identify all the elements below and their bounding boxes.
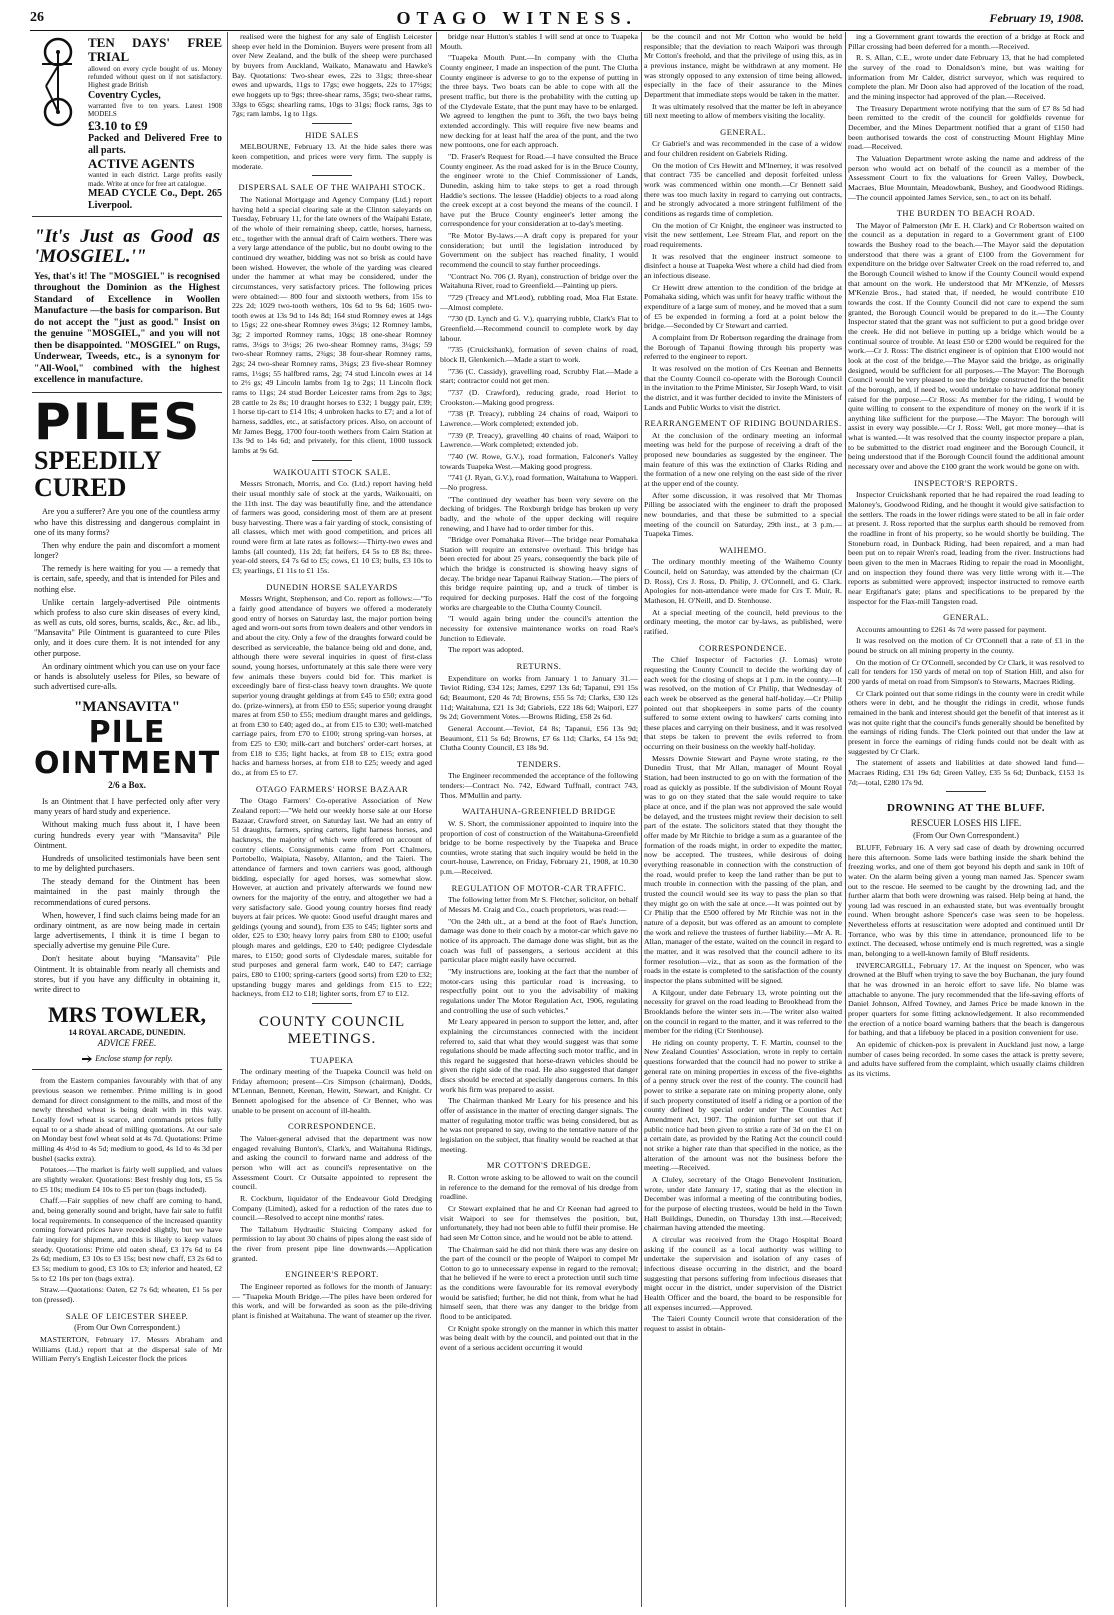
- article-paragraph: Inspector Cruickshank reported that he had repaired the road leading to Maloney's, Goodwood Riding, and he thought it would give satisfaction to the settlers. The roads in the lower ridings were stated to be all in fair order at present. J. Ross reported that the surplus earth should be removed from the roadline in front of his property, so he would shortly be building. The Stoneburn road, in Dunback Riding, had been repaired, and a man had been put on to repair Wren's road, leading from the river. Instructions had been given to the men in Macraes Riding to repair the road in Moonlight, and on inspection they found there was very little wrong with it.—The reports as submitted were approved; inspector instructed to remove earth near Ergiftanat's gate; plans and specifications to be prepared by the inspector for the Flax-mill Tangsten road.: [848, 490, 1084, 606]
- article-paragraph: Don't hesitate about buying "Mansavita" Pile Ointment. It is obtainable from nearly all chemists and stores, but if you have any difficulty in obtaining it, write direct to: [34, 954, 220, 994]
- ad-body: Yes, that's it! The "MOSGIEL" is recognised throughout the Dominion as the Highest Standard of Excellence in Woollen Manufacture —the basis for comparison. But do not accept the "just as good." Insist on the genuine "MOSGIEL," and you will not then be disappointed. "MOSGIEL" on Rugs, Underwear, Tweeds, etc., is a synonym for "All-Wool," combined with the highest excellence in manufacture.: [34, 270, 220, 386]
- ad-advice: ADVICE FREE.: [97, 1038, 157, 1049]
- article-paragraph: "Contract No. 706 (J. Ryan), construction of bridge over the Waitahuna River, road to Greenfield.—Painting up piers.: [440, 271, 638, 291]
- article-paragraph: The Taieri County Council wrote that consideration of the request to assist in obtain-: [644, 1314, 842, 1333]
- article-paragraph: The statement of assets and liabilities at date showed land fund—Macraes Riding, £31 19s 6d; Green Valley, £35 5s 6d; Dunback, £153 1s 7d;—total, £280 17s 9d.: [848, 758, 1084, 787]
- article-subheading: TENDERS.: [516, 758, 562, 769]
- ad-text: Packed and Delivered Free to all parts.: [88, 132, 222, 156]
- ad-brand: "MANSAVITA": [73, 699, 181, 716]
- masthead: [30, 6, 1084, 31]
- article-body: [848, 32, 1084, 202]
- ad-stamp-note: [34, 1053, 220, 1065]
- article-paragraph: "My instructions are, looking at the fact that the number of motor-cars using this particular road is increasing, to respectfully point out to you the advisability of making regulations under The Motor Regulation Act, 1906, regulating and controlling the use of such vehicles.": [440, 966, 638, 1015]
- article-subheading: RETURNS.: [516, 661, 562, 672]
- article-heading: TUAPEKA: [310, 1054, 354, 1065]
- ad-name: MRS TOWLER,: [47, 1002, 207, 1028]
- article-paragraph: An ordinary ointment which you can use on your face or hands is absolutely useless for Piles, so beware of such advertised cure-alls.: [34, 661, 220, 692]
- article-paragraph: The Valuation Department wrote asking the name and address of the person who would act on behalf of the council as a member of the Assessment Court to fix the valuations for Green Valley, Dowbeck, Macraes, Blue Mountain, Meadowbank, Bushey, and Goodwood Ridings.—The council appointed James Service, sen., to act on its behalf.: [848, 153, 1084, 202]
- article-paragraph: The Mayor of Palmerston (Mr E. H. Clark) and Cr Robertson waited on the council as a deputation in regard to a Government grant of £100 towards the Bushey road to the beach.—The Mayor said the deputation understood that there was a grant of £100 from the Government for expenditure on the bridge over Saltwater Creek on the road referred to, and the Borough Council wished to know if the County Council would expend that amount on the work. He understood that Mr M'Kenzie, of Messrs M'Kenzie Bros., had stated that, if needed, he would contribute £10 towards the cost. If the County Council did not care to expend the sum granted, the Borough Council would be prepared to do it.—The County Inspector stated that the grant was not sufficient to put a good bridge over the creek. He did not believe in putting up a bridge which would be a continual source of trouble. At least £50 or £200 would be required for the work.—Cr J. Ross: The district engineer is of opinion that £100 would not look at the cost of the bridge.—The Mayor said the bridge, as originally designed, would be sufficient for all purposes.—The Mayor: The Borough Council would be very pleased to see the bridge constructed for the benefit of the borough, and, if need be, would undertake to have additional money raised for the purpose.—Cr Ross: As member for the riding, I would be quite willing to consent to the expenditure of money on the work if it is anything like sufficient for the purpose.—The Mayor: The borough will assist in every way possible.—Cr J. Ross: Well, get more money—that is what is wanted.—It was resolved that the county inspector prepare a plan, to be submitted to the district road engineer and the Borough Council, it being understood that if the Borough Council found the additional amount necessary over and above the £100 grant the work would be gone on with.: [848, 220, 1084, 472]
- article-body: [440, 895, 638, 1154]
- article-body: [644, 557, 842, 636]
- article-subheading: INSPECTOR'S REPORTS.: [914, 477, 1018, 488]
- article-heading: WAIHEMO.: [719, 544, 767, 555]
- ad-product: PILE OINTMENT: [34, 714, 221, 782]
- article-paragraph: After some discussion, it was resolved that Mr Thomas Pilling be associated with the engineer to draft the proposed new boundaries, and that these be submitted to a special meeting of the council on Saturday, 29th inst., at 3 p.m.—Tuapeka Times.: [644, 490, 842, 539]
- article-paragraph: The steady demand for the Ointment has been maintained in the past mainly through the recommendations of cured persons.: [34, 877, 220, 907]
- article-paragraph: Unlike certain largely-advertised Pile ointments which profess to also cure skin diseases of every kind, as well as cuts, old sores, burns, scalds, &c., &c. ad lib., "Mansavita" Pile Ointment is guaranteed to cure Piles only, and it does cure them. It is not intended for any other purpose.: [34, 597, 220, 658]
- cycle-advertisement: [32, 32, 222, 217]
- article-heading: DROWNING AT THE BLUFF.: [887, 802, 1045, 815]
- separator: [946, 791, 986, 792]
- separator: [312, 175, 352, 176]
- ad-price: £3.10 to £9: [88, 117, 148, 133]
- article-paragraph: Straw.—Quotations: Oaten, £2 7s 6d; wheaten, £1 5s per ton (pressed).: [32, 1285, 222, 1304]
- article-paragraph: Hundreds of unsolicited testimonials have been sent to me by delighted purchasers.: [34, 853, 220, 874]
- article-paragraph: It was resolved on the motion of Cr O'Connell that a rate of £1 in the pound be struck on all mining property in the county.: [848, 636, 1084, 655]
- article-paragraph: from the Eastern companies favourably with that of any previous season we remember. Prime milling is in good demand for direct consignment to the mills, and most of the newly threshed wheat is being dealt with in this way. Locally fowl wheat is scarce, and commands prices fully equal to or a shade ahead of milling quotations. At our sale on Monday best fowl wheat sold at 4s 7d. Quotations: Prime milling 4s 4½d to 4s 5d; medium to good, 4s 1d to 4s 3d per bushel (sacks extra).: [32, 1076, 222, 1163]
- article-paragraph: Messrs Wright, Stephenson, and Co. report as follows:—"To a fairly good attendance of buyers we offered a moderately good entry of horses on Saturday last, the major portion being aged and worn-out sorts from town dealers and other vendors in and about the city. Only a few of the draughts forward could be described as serviceable, the balance being old and done, and, although there were several inquiries in quest of first-class sound, young horses, unfortunately at this sale there were very few animals these buyers could bid for. This market is exceedingly bare of first-class heavy town draughts. We quote superior young draught geldings at from £45 to £50; extra good do. (prize-winners), at from £50 to £55; superior young draught mares at from £50 to £55; medium draught mares and geldings, at from £30 to £40; aged do., at from £15 to £30; well-matched carriage pairs, from £70 to £100; strong spring-van horses, at from £25 to £30; milk-cart and butchers' order-cart horses, at from £18 to £35; light hacks, at from £8 to £15; extra good hacks and harness horses, at from £18 to £25; weedy and aged do., at from £5 to £7.: [232, 594, 432, 778]
- article-paragraph: The report was adopted.: [448, 645, 524, 655]
- column-rule: [845, 32, 846, 1607]
- article-paragraph: The Chief Inspector of Factories (J. Lomas) wrote requesting the County Council to decide the working day of each week for the closing of shops at 1 p.m. in the county.—It was resolved, on the motion of Cr Philip, that Wednesday of each week be observed as the general half-holiday.—Cr Philip pointed out that shopkeepers in some parts of the county suffered to some extent owing to hawkers' carts coming into these places and carrying on their business, and it was resolved that steps be taken to prevent the evils referred to from occurring on their business on the weekly half-holiday.: [644, 655, 842, 752]
- article-paragraph: At a special meeting of the council, held previous to the ordinary meeting, the motor car by-laws, as published, were ratified.: [644, 607, 842, 637]
- article-body: [848, 490, 1084, 606]
- column-1: [32, 32, 222, 1607]
- ad-text: warranted five to ten years. Latest 1908 MODELS: [88, 101, 222, 119]
- article-body: [848, 221, 1084, 472]
- separator: [312, 123, 352, 124]
- piles-advertisement: [32, 393, 222, 1071]
- article-paragraph: "Re Motor By-laws.—A draft copy is prepared for your consideration; but until the legislation introduced by Government on the subject has reached finality, I would recommend the council to stay further proceedings.: [440, 231, 638, 270]
- bicycle-icon: [32, 36, 84, 128]
- article-paragraph: General Account.—Teviot, £4 8s; Tapanui, £56 13s 9d; Beaumont, £11 5s 6d; Browns, £7 6s 11d; Clarks, £4 15s 9d; Clutha County Council, £3 18s 9d.: [440, 723, 638, 753]
- pointing-hand-icon: [81, 1053, 93, 1065]
- article-paragraph: The following letter from Mr S. Fletcher, solicitor, on behalf of Messrs M. Craig and Co., coach proprietors, was read:—: [440, 895, 638, 914]
- column-2: [232, 32, 432, 1607]
- ad-headline: "It's Just as Good as 'MOSGIEL.'": [34, 225, 220, 267]
- page-number: 26: [30, 10, 44, 25]
- ad-address: 14 ROYAL ARCADE, DUNEDIN.: [68, 1028, 186, 1038]
- article-paragraph: The Treasury Department wrote notifying that the sum of £7 8s 5d had been remitted to the credit of the council for goldfields revenue for December, and the Mines Department notified that a grant of £150 had been authorised towards the cost of constructing Mount Highlay Mine road.—Received.: [848, 103, 1084, 152]
- article-paragraph: The Engineer recommended the acceptance of the following tenders:—Contract No. 742, Edward Tuffnall, contract 743, Thos. M'Mullin and party.: [440, 771, 638, 800]
- article-paragraph: At the conclusion of the ordinary meeting an informal meeting was held for the purpose of receiving a draft of the proposed new boundaries as suggested by the engineer. The main feature of this was the extinction of Clarks Riding and the formation of a new one relying on the east side of the river at the upper end of the county.: [644, 430, 842, 488]
- column-4: [644, 32, 842, 1607]
- stamp-text: Enclose stamp for reply.: [95, 1054, 173, 1064]
- article-subheading: WAITAHUNA-GREENFIELD BRIDGE: [462, 806, 616, 817]
- article-paragraph: realised were the highest for any sale of English Leicester sheep ever held in the Dominion. Buyers were present from all over New Zealand, and the bulk of the sheep were purchased by buyers from Auckland, Waikato, Manawatu and Hawke's Bay. Quotations: Two-shear ewes, 22s to 31gs; three-shear ewes and upwards, 11gs to 17gs; ewe hoggets, 22s to 17½gs; ewe hoggets up to 9gs; three-shear rams, 35gs; two-shear rams, 33gs to 65gs; shearling rams, 10gs to 31gs; flock rams, 3gs to 7gs; ram lambs, 1g to 11gs.: [232, 32, 432, 119]
- ad-body: [34, 507, 220, 692]
- column-rule: [227, 32, 228, 1607]
- article-paragraph: The Valuer-general advised that the department was now engaged revaluing Bunton's, Clark's, and Waitahuna Ridings, and asking the council to forward name and address of the person who will act as council's representative on the Assessment Court. Cr Outsaite appointed to represent the council.: [232, 1133, 432, 1192]
- ad-price: 2/6 a Box.: [108, 779, 146, 790]
- article-subheading: CORRESPONDENCE.: [698, 642, 788, 653]
- article-paragraph: "On the 24th ult., at a bend at the foot of Rae's Junction, damage was done to their coach by a motor-car which gave no notice of its approach. The damage done was slight, but as the coach was full of passengers, a serious accident at this particular place might easily have occurred.: [440, 916, 638, 965]
- article-paragraph: Cr Hewitt drew attention to the condition of the bridge at Pomahaka siding, which was unfit for heavy traffic without the expenditure of a large sum of money, and he moved that a sum of £5 be expended in forming a ford at a point below the bridge.—Seconded by Cr Stewart and carried.: [644, 282, 842, 331]
- article-paragraph: Then why endure the pain and discomfort a moment longer?: [34, 540, 220, 561]
- article-paragraph: Without making much fuss about it, I have been curing hundreds every year with "Mansavita" Pile Ointment.: [34, 820, 220, 850]
- article-paragraph: The Otago Farmers' Co-operative Association of New Zealand report:—"We held our weekly horse sale at our Horse Bazaar, Crawford street, on Saturday last. We had an entry of 51 draughts, farmers, spring carters, light harness horses, and hackneys, the majority of which were offered on account of country clients. Consignments came from Port Chalmers, Portobello, Waipiata, Naseby, Allanton, and the Taieri. The attendance of farmers and town carriers was good, although bidding, especially for aged horses, was somewhat slow. However, at auction and privately afterwards we found new owners for the majority of the entry, and altogether we had a very satisfactory sale. Good young country horses find ready buyers at fair prices. We quote: Good useful draught mares and geldings (young and sound), from £35 to £45; lighter sorts and older, £25 to £30; heavy lorry pairs from £80 to £100; useful plough mares and geldings, £20 to £40; pedigree Clydesdale mares, to £150; good sorts of Clydesdale mares, suitable for stud purposes and general farm work, £40 to £47; carriage pairs, £80 to £100; spring-carters (good sorts) from £20 to £32; upstanding buggy mares and geldings from £15 to £22; hackneys, from £12 to £18; lighter sorts, from £7 to £12.: [232, 796, 432, 999]
- article-paragraph: Messrs Downie Stewart and Payne wrote stating, re the Dunedin Trust, that Mr Allan, manager of Mount Royal Station, had been instructed to go on with the formation of the road as quickly as possible. If the subdivision of Mount Royal was to go on they stated that the sale would require to take place at once, and if the plan was not approved the sale would be delayed, and the trustees might review their decision to sell part of the estate. The solicitors stated that they thought the offer made by Mr Ritchie to bridge a sum as a guarantee of the formation of the roads might, in order to expedite the matter, now be accepted. The trustees, while desirous of doing everything reasonable in connection with the construction of the road, would prefer to keep the land rather than be put to much trouble in connection with the passing of the plan, and trusted the council would see its way to pass the plan so that they might go on with the sale at once.—It was pointed out by Cr Philip that the £500 offered by Mr Ritchie was not in the nature of a deposit, but was offered as an amount to complete the work and relieve the trustees of further liability.—Mr A. R. Allan, manager of the estate, waited on the council in regard to the matter, and it was resolved that the council adhere to its former resolution—viz., that as soon as the formation of the roads in the estate is completed to the satisfaction of the county inspector the plans submitted will be signed.: [644, 753, 842, 985]
- article-paragraph: A Kilgour, under date February 13, wrote pointing out the necessity for gravel on the road leading to Brookhead from the Brooklands before the winter sets in.—The writer also waited on the council in regard to the matter, and it was referred to the member for the riding (Cr Stenhouse).: [644, 987, 842, 1036]
- article-paragraph: Cr Knight spoke strongly on the manner in which this matter was being dealt with by the council, and pointed out that in the event of a serious accident occurring it would: [440, 1323, 638, 1353]
- article-paragraph: "740 (W. Rowe, G.V.), road formation, Falconer's Valley towards Tuapeka West.—Making good progress.: [440, 451, 638, 471]
- article-paragraph: "D. Fraser's Request for Road.—I have consulted the Bruce County engineer. As the road asked for is in the Bruce County, the engineer wrote to the Chief Commissioner of Lands, Dunedin, asking him to take steps to get a road through Haddie's sections. The lessee (Haddie) objects to a road along the creek except at a cost beyond the means of the council. I have put the Bruce County engineer's letter among the correspondence for your consideration at to-day's meeting.: [440, 151, 638, 229]
- article-paragraph: Accounts amounting to £261 4s 7d were passed for payment.: [856, 624, 1047, 634]
- article-body: [440, 32, 638, 655]
- article-paragraph: Is an Ointment that I have perfected only after very many years of hard study and experience.: [34, 797, 220, 817]
- article-paragraph: "I would again bring under the council's attention the necessity for extensive maintenance works on road Rae's Junction to Edievale.: [440, 614, 638, 643]
- ad-subheadline: SPEEDILY: [34, 445, 162, 475]
- article-byline: (From Our Own Correspondent.): [913, 830, 1019, 840]
- article-paragraph: BLUFF, February 16. A very sad case of death by drowning occurred here this afternoon. Some lads were bathing inside the shark behind the freezing works, and one of them got beyond his depth and sank in 10ft of water. On the alarm being given a young man named Jas. Spencer swam out to the rescue. He seemed to be caught by the drowning lad, and the further alarm that both were drowning was raised. Help being at hand, the young lad was rescued in an exhausted state, but was eventually brought round. When brought ashore Spencer's case was seen to be hopeless. Nevertheless efforts at resuscitation were adopted and continued until Dr Torrance, who was by this time in attendance, pronounced life to be extinct. The deceased, whose untimely end is much regretted, was a single man, belonging to a well-known family of Bluff residents.: [848, 842, 1084, 959]
- article-paragraph: "736 (C. Cassidy), gravelling road, Scrubby Flat.—Made a start; contractor could not get men.: [440, 366, 638, 386]
- article-heading: DUNEDIN HORSE SALEYARDS: [266, 581, 398, 592]
- article-paragraph: A circular was received from the Otago Hospital Board asking if the council as a local authority was willing to undertake the supervision and isolation of any cases of infectious disease occurring in the district, and the board suggesting that persons suffering from infectious diseases that might occur in the district, under supervision of the District Health Officer and the board, the board to be responsible for all expenses incurred.—Approved.: [644, 1234, 842, 1312]
- column-rule: [641, 32, 642, 1607]
- article-subheading: MR COTTON'S DREDGE.: [486, 1160, 592, 1171]
- article-heading: HIDE SALES: [305, 129, 359, 140]
- article-paragraph: Chaff.—Fair supplies of new chaff are coming to hand, and, being generally sound and bright, have fair sale to fulfil local requirements. In consequence of the increased quantity coming forward prices have receded slightly, but we have fair inquiry for shipment, and this is likely to keep values steady. Quotations: Prime old oaten sheaf, £3 17s 6d to £4 2s 6d; medium, £3 10s to £3 15s; best new chaff, £3 2s 6d to £3 5s; medium to good, £3 10s to £3; inferior and heated, £2 5s to £2 10s per ton (bags extra).: [32, 1196, 222, 1283]
- article-subheading: CORRESPONDENCE.: [287, 1121, 377, 1132]
- article-paragraph: R. S. Allan, C.E., wrote under date February 13, that he had completed the survey of the road to Donaldson's mine, but was waiting for information from Mr Calder, district surveyor, which was required to complete the plan. Mr Doon also had approved of the location of the road, and the mining inspector had approved of the plan.—Received.: [848, 53, 1084, 101]
- article-paragraph: MASTERTON, February 17. Messrs Abraham and Williams (Ltd.) report that at the dispersal sale of Mr William Perry's English Leicester flock the prices: [32, 1335, 222, 1364]
- article-paragraph: "735 (Cruickshank), formation of seven chains of road, block II, Glenkenich.—Made a start to work.: [440, 345, 638, 364]
- article-paragraph: R. Cockburn, liquidator of the Endeavour Gold Dredging Company (Limited), asked for a reduction of the rates due to council.—Resolved to accept nine months' rates.: [232, 1193, 432, 1223]
- article-paragraph: The ordinary monthly meeting of the Waihemo County Council, held on Saturday, was attended by the chairman (Cr D. Ross), Crs J. Ross, D. Philip, J. O'Connell, and G. Clark. Apologies for non-attendance were made for Crs T. Muir, R. Matheson, H. O'Neill, and D. Stenhouse.: [644, 557, 842, 606]
- article-paragraph: "The continued dry weather has been very severe on the decking of bridges. The Roxburgh bridge has broken up very badly, and the whole of the upper decking will require renewing, and I have had to order timber for this.: [440, 494, 638, 533]
- article-paragraph: "738 (P. Treacy), rubbling 24 chains of road, Waipori to Lawrence.—Work completed; extended job.: [440, 409, 638, 428]
- article-heading: WAIKOUAITI STOCK SALE.: [273, 466, 391, 477]
- article-paragraph: The ordinary meeting of the Tuapeka Council was held on Friday afternoon; present—Crs Simpson (chairman), Dodds, M'Lennan, Bennett, Keenan, Hewitt, Stewart, and Knight. Cr Bennett apologised for the absence of Cr Bennet, who was unable to be present on account of ill-health.: [232, 1067, 432, 1115]
- article-body: [848, 625, 1084, 788]
- ad-brand: Coventry Cycles,: [88, 89, 161, 101]
- article-subheading: REARRANGEMENT OF RIDING BOUNDARIES.: [644, 418, 842, 429]
- separator: [312, 460, 352, 461]
- article-body: [848, 843, 1084, 1079]
- article-subheading: ENGINEER'S REPORT.: [285, 1269, 379, 1280]
- ad-text: wanted in each district. Large profits easily made. Write at once for free art catalogue.: [88, 171, 222, 188]
- article-paragraph: "730 (D. Lynch and G. V.), quarrying rubble, Clark's Flat to Greenfield.—Recommend council to complete work by day labour.: [440, 314, 638, 343]
- article-heading: SALE OF LEICESTER SHEEP.: [65, 1310, 189, 1321]
- article-paragraph: ing a Government grant towards the erection of a bridge at Rock and Pillar crossing had been deferred for a month.—Received.: [848, 32, 1084, 51]
- article-paragraph: "Tuapeka Mouth Punt.—In company with the Clutha County engineer, I made an inspection of the punt. The Clutha County engineer is adverse to go to the expense of putting in the three bays. Two boats can be able to cope with all the present traffic, but there is the probability with the cutting up of the Clydevale Estate, that the punt may have to be enlarged. We agreed to lengthen the punt to 36ft, the two bays being extended accordingly. This will require five new beams and new decking for at least half the area of the punt, and the two new pontoons, one for each approach.: [440, 53, 638, 150]
- article-paragraph: R. Cotton wrote asking to be allowed to wait on the council in reference to the demand for the removal of his dredge from roadline.: [440, 1172, 638, 1202]
- article-paragraph: It was ultimately resolved that the matter be left in abeyance till next meeting to allow of members visiting the locality.: [644, 101, 842, 121]
- article-subheading: (From Our Own Correspondent.): [74, 1323, 180, 1333]
- ad-headline: PILES: [34, 392, 202, 451]
- article-paragraph: "729 (Treacy and M'Leod), rubbling road, Moa Flat Estate.—Almost complete.: [440, 293, 638, 312]
- article-paragraph: When, however, I find such claims being made for an ordinary ointment, as are now being made in certain large advertisements, I think it is time I began to specially advertise my genuine Pile Cure.: [34, 910, 220, 951]
- article-subheading: GENERAL.: [943, 612, 989, 623]
- column-3: [440, 32, 638, 1607]
- article-paragraph: "Bridge over Pomahaka River—The bridge near Pomahaka Station will require an extensive overhaul. This bridge has been erected for about 25 years, consequently the back pile of which the bridge is constructed is showing heavy signs of decay. The bridge near Tapanui Railway Station.—The piers of this bridge require painting up, and a truck of timber is required for decking purposes. Half the cost of the forgoing works are chargeable to the Clutha County Council.: [440, 535, 638, 612]
- article-paragraph: "737 (D. Crawford), reducing grade, road Heriot to Crookston.—Making good progress.: [440, 387, 638, 407]
- article-paragraph: On the motion of Cr O'Connell, seconded by Cr Clark, it was resolved to call for tenders for 150 yards of metal on top of Station Hill, and also for 200 yards of metal on road from Simpson's to Stewarts, Macraes Riding.: [848, 657, 1084, 686]
- article-paragraph: "741 (J. Ryan, G.V.), road formation, Waitahuna to Wapperi.—No progress.: [440, 473, 638, 492]
- newspaper-title: OTAGO WITNESS.: [396, 7, 637, 28]
- column-rule: [436, 32, 437, 1607]
- article-subheading: RESCUER LOSES HIS LIFE.: [910, 817, 1022, 828]
- article-paragraph: On the motion of Crs Hewitt and M'Inerney, it was resolved that contract 735 be cancelled and deposit forfeited unless work was commenced within one month.—Cr Bennett said there was too much laxity in regard to carrying out contracts, and he strongly advocated a more stringent fulfilment of the conditions as regards time of completion.: [644, 160, 842, 219]
- article-paragraph: The remedy is here waiting for you — a remedy that is certain, safe, speedy, and that is intended for Piles and nothing else.: [34, 564, 220, 594]
- article-paragraph: The National Mortgage and Agency Company (Ltd.) report having held a special clearing sale at the Clinton saleyards on Tuesday, February 11, for the late owners of the Waipahi Estate, of the whole of their remaining sheep, cattle, horses, harness, etc., together with the annual draft of Cairn wethers. There was a very large attendance of the public, but no doubt owing to the continued dry weather, bidding was not so brisk as could have been wished. However, the whole of the yarding was cleared under the hammer at what may be considered, under the circumstances, very satisfactory prices. The following prices were obtained:— 800 four and sixtooth wethers, from 15s to 22s 2d; 1029 two-tooth wethers, 10s 6d to 9s 6d; 1605 two-tooth ewes at 13s 9d to 14s 8d; 164 stud Romney ewes at 14gs to 15gs; 22 one-shear Romney ewes 3¼gs; 12 Romney lambs, 3g; 2 imported Romney rams, 10gs; 18 one-shear Romney rams, 3¼gs to 3½gs; 26 two-shear Romney rams, 3¼gs; 59 two-shear Romney rams, 2¾gs; 38 four-shear Romney rams, 2gs; 24 two-shear Romney rams, 3¾gs; 23 five-shear Romney rams, 1½gs; 55 halfbred rams, 2g; 74 stud Lincoln ewes at 14 to 2½ gs; 49 Lincoln lambs from 1g to 2gs; 11 Lincoln flock rams to 11gs; 24 stud Border Leicester rams from 2gs to 3gs; 28 cattle to 2s 8s; 10 draught horses to £32; 1 buggy pair, £39; 1 horse tip-cart to £14 10s; 4 unbroken hacks to £7; and a lot of harness, saddles, etc., at satisfactory prices. Also, on account of Mr James Begg, 1700 four-tooth wethers from Cairn Station at 13s 9d to 14s 6d; and privately, for this client, 1000 tussock lambs at 9s 6d.: [232, 194, 432, 455]
- article-paragraph: The Chairman said he did not think there was any desire on the part of the council or the people of Waipori to compel Mr Cotton to go to unnecessary expense in regard to the removal; that he believed if he were to erect a protection until such time as the conditions were favourable for its removal everybody would be satisfied; further, he did not think, from what he had himself seen, that there was any danger to the bridge from flood to be anticipated.: [440, 1244, 638, 1322]
- article-paragraph: Mr Leary appeared in person to support the letter, and, after explaining the circumstances connected with the incident referred to, said that what they would suggest was that some regulations should be made affecting such motor traffic, and in this regard he suggested that horse-drawn vehicles should be given the right side of the road. He also suggested that danger discs should be erected at specially dangerous corners. In this work his firm was prepared to assist.: [440, 1017, 638, 1094]
- ad-agents: ACTIVE AGENTS: [88, 155, 195, 171]
- article-paragraph: It was resolved that the engineer instruct someone to disinfect a house at Tuapeka West where a child had died from an infectious disease.: [644, 251, 842, 280]
- ad-company: MEAD CYCLE Co., Dept. 265 Liverpool.: [88, 187, 222, 211]
- article-paragraph: It was resolved on the motion of Crs Keenan and Bennetts that the County Council co-operate with the Borough Council in the invitation to the Prime Minister, Sir Joseph Ward, to visit the district, and it was further decided to invite the Ministers of Lands and Public Works to visit the district.: [644, 363, 842, 412]
- article-paragraph: Are you a sufferer? Are you one of the countless army who have this distressing and dangerous complaint in one of its many forms?: [34, 507, 220, 537]
- column-5: [848, 32, 1084, 1607]
- ad-subheadline: CURED: [34, 473, 127, 503]
- ad-headline: TEN DAYS' FREE TRIAL: [88, 35, 222, 65]
- article-paragraph: On the motion of Cr Knight, the engineer was instructed to visit the new settlement, Lee Stream Flat, and report on the road requirements.: [644, 220, 842, 249]
- article-paragraph: MELBOURNE, February 13. At the hide sales there was keen competition, and prices were very firm. The supply is moderate.: [232, 142, 432, 171]
- article-paragraph: A complaint from Dr Robertson regarding the drainage from the Borough of Tapanui flowing through his property was referred to the engineer to report.: [644, 332, 842, 362]
- article-paragraph: W. S. Short, the commissioner appointed to inquire into the proportion of cost of construction of the Waitahuna-Greenfield bridge to be borne respectively by the Tuapeka and Bruce counties, wrote stating that such inquiry would be held in the court-house, Lawrence, on Friday, February 21, 1908, at 10.30 p.m.—Received.: [440, 818, 638, 877]
- article-paragraph: A Cluley, secretary of the Otago Benevolent Institution, wrote, under date January 17, stating that as the election in December was informal a meeting of the contributing bodies, for the purpose of electing trustees, would be held in the Town Hall Buildings, Dunedin, on Thursday 13th inst.—Received; chairman having attended the meeting.: [644, 1175, 842, 1233]
- article-paragraph: Messrs Stronach, Morris, and Co. (Ltd.) report having held their usual monthly sale of stock at the yards, Waikouaiti, on the 11th inst. The day was beautifully fine, and the attendance of farmers was good, considering most of them are at present busy harvesting. There was a fair yarding of stock, consisting of all classes, which met with good competition, and prices all round were firm at late rates as follows:—Thirty-two ewes and lambs (all counted), 11s 2d; fat heifers, £4 5s to £8 8s; three-year-old steers, £4 7s 6d to £5; cows, £1 10 £3; bulls, £3 10s to £3; yearlings, £1 11s to £1 15s.: [232, 479, 432, 576]
- article-paragraph: He riding on county property, T. F. Martin, counsel to the New Zealand Counties' Association, wrote in reply to certain questions forwarded that the council had no power to strike a general rate on mining properties in excess of the five-eighths of a penny struck over the rest of the county. The council had power to strike a separate rate on mining property alone, only if such property constituted of itself a riding or a portion of the county defined by special order under The Counties Act Amendment Act, 1907. The opinion further set out that if public notice had been given to strike a rate of 3d on the £1 on a certain date, as provided by the Rating Act the council could not strike a higher rate than that specified in the notice, as the alteration of the amount was not the business before the meeting.—Received.: [644, 1037, 842, 1173]
- article-body: [644, 655, 842, 1333]
- article-subheading: GENERAL.: [720, 126, 766, 137]
- ad-body: [34, 797, 220, 995]
- article-body: [644, 431, 842, 539]
- article-body: [644, 139, 842, 412]
- separator: [312, 1003, 352, 1004]
- article-subheading: THE BURDEN TO BEACH ROAD.: [896, 208, 1036, 219]
- article-paragraph: Potatoes.—The market is fairly well supplied, and values are slightly weaker. Quotations: Best freshly dug lots, £5 5s to £5 10s; medium £4 10s to £5 per ton (bags included).: [32, 1165, 222, 1194]
- article-paragraph: The Chairman thanked Mr Leary for his presence and his offer of assistance in the matter of erecting danger signals. The matter of regulating motor traffic was being considered, but as he was not prepared to say, owing to the tentative nature of the legislation on the subject, that finality would be reached at that meeting.: [440, 1096, 638, 1154]
- article-heading: DISPERSAL SALE OF THE WAIPAHI STOCK.: [238, 182, 426, 193]
- article-paragraph: The Tallaburn Hydraulic Sluicing Company asked for permission to lay about 30 chains of pipes along the east side of the river from present pipe line downwards.—Application granted.: [232, 1224, 432, 1263]
- article-paragraph: be the council and not Mr Cotton who would be held responsible; that the deviation to reach Waipori was through Mr Cotton's freehold, and that the privilege of using this, as in a previous instance, might be withdrawn at any moment. He was strongly opposed to any extension of time being allowed, especially in the face of their assurance to the Mines Department that immediate steps would be taken in the matter.: [644, 32, 842, 99]
- article-subheading: REGULATION OF MOTOR-CAR TRAFFIC.: [451, 882, 627, 893]
- article-paragraph: Expenditure on works from January 1 to January 31.—Teviot Riding, £34 12s; James, £297 13s 6d; Tapanui, £91 15s 6d; Beaumont, £20 4s 7d; Browns, £55 5s 7d; Clarks, £30 12s 11d; Waitahuna, £21 1s 3d; Gabriels, £22 18s 6d; Waipori, £27 9s 2d; Government Votes.—Browns Riding, £58 2s 6d.: [440, 673, 638, 722]
- article-heading: OTAGO FARMERS' HORSE BAZAAR: [255, 783, 409, 794]
- article-paragraph: Cr Stewart explained that he and Cr Keenan had agreed to visit Waipori to see for themselves the position, but, unfortunately, they had not been able to fulfil their promise. He had seen Mr Cotton since, and he would not be able to attend.: [440, 1203, 638, 1242]
- article-paragraph: Cr Clark pointed out that some ridings in the county were in credit while others were in debt, and he thought the ridings in credit, whose funds remained in the bank and interest should get the benefit of that interest as it was not quite right that the council's funds generally should be benefited by the earnings of riding funds. The Clerk pointed out that under the law at present in force the earnings of riding funds could not be dealt with as suggested by Cr Clark.: [848, 688, 1084, 756]
- article-body: [232, 1134, 432, 1264]
- issue-date: February 19, 1908.: [989, 10, 1084, 25]
- article-paragraph: INVERCARGILL, February 17. At the inquest on Spencer, who was drowned at the Bluff when trying to save the boy Buchanan, the jury found that he was drowned in an heroic effort to save life. No blame was attachable to anyone. The jury recommended that the life-saving efforts of Daniel Johnson, Alfred Towney, and James Price be made known in the proper quarters for some fitting acknowledgement. It also recommended the erection of a notice board warning bathers that the beach is dangerous for bathing, and that a lifebuoy be placed in a position convenient for use.: [848, 960, 1084, 1038]
- article-body: [644, 32, 842, 121]
- article-paragraph: "739 (P. Treacy), gravelling 40 chains of road, Waipori to Lawrence.—Work completed; extended job.: [440, 430, 638, 450]
- ad-text: allowed on every cycle bought of us. Money refunded without quest on if not satisfactory. Highest grade British: [88, 64, 222, 90]
- section-heading: COUNTY COUNCIL MEETINGS.: [258, 1014, 406, 1048]
- article-body: [32, 1076, 222, 1304]
- article-paragraph: bridge near Hutton's stables I will send at once to Tuapeka Mouth.: [440, 32, 638, 51]
- mosgiel-advertisement: [32, 217, 222, 393]
- article-paragraph: Cr Gabriel's and was recommended in the case of a widow and four children resident on Gabriels Riding.: [644, 139, 842, 159]
- article-paragraph: The Engineer reported as follows for the month of January:— "Tuapeka Mouth Bridge.—The piles have been ordered for this work, and will be forwarded as soon as the pile-driving plant is finished at Waitahuna. The want of steamer up the river.: [232, 1281, 432, 1320]
- article-body: [440, 1173, 638, 1353]
- article-paragraph: An epidemic of chicken-pox is prevalent in Auckland just now, a large number of cases being recorded. In some cases the attack is pretty severe, and adults have suffered from the complaint, which usually claims children as its victims.: [848, 1040, 1084, 1078]
